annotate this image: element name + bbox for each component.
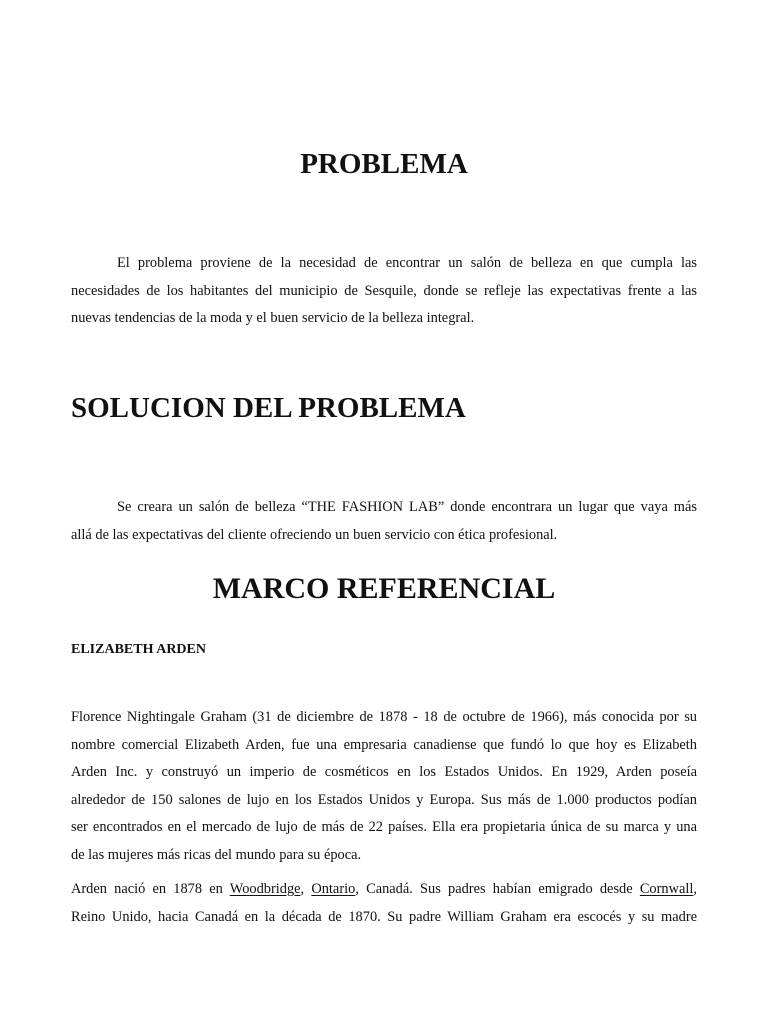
paragraph-line: nuevas tendencias de la moda y el buen servicio de la belleza integral. (71, 310, 475, 326)
paragraph-line: necesidades de los habitantes del municipio de Sesquile, donde se refleje las expectativas frente a las (71, 282, 697, 299)
arden-paragraph-2 (71, 876, 697, 931)
paragraph-line: de las mujeres más ricas del mundo para su época. (71, 846, 362, 863)
text-run: , (693, 881, 697, 897)
link-cornwall[interactable]: Cornwall (639, 881, 694, 897)
subheading-elizabeth-arden: ELIZABETH ARDEN (71, 642, 206, 657)
link-woodbridge[interactable]: Woodbridge (229, 881, 301, 897)
paragraph-line: El problema proviene de la necesidad de encontrar un salón de belleza en que cumpla las (117, 255, 697, 271)
paragraph-line: nombre comercial Elizabeth Arden, fue una empresaria canadiense que fundó lo que hoy es Elizabeth (71, 736, 697, 753)
paragraph-line: alrededor de 150 salones de lujo en los Estados Unidos y Europa. Sus más de 1.000 productos podían (71, 791, 697, 808)
paragraph-line: Se creara un salón de belleza “THE FASHION LAB” donde encontrara un lugar que vaya más (117, 499, 697, 515)
heading-problema: PROBLEMA (300, 148, 468, 180)
paragraph-line: Arden Inc. y construyó un imperio de cosméticos en los Estados Unidos. En 1929, Arden poseía (71, 764, 697, 780)
heading-marco-referencial: MARCO REFERENCIAL (212, 572, 556, 605)
arden-paragraph-1 (71, 704, 697, 869)
paragraph-line (71, 876, 697, 904)
heading-solucion-del-problema: SOLUCION DEL PROBLEMA (71, 392, 466, 424)
text-run: Arden nació en 1878 en (71, 881, 230, 897)
link-ontario[interactable]: Ontario (311, 881, 356, 897)
problema-paragraph (71, 250, 697, 333)
text-run: , Canadá. Sus padres habían emigrado desde (355, 881, 640, 897)
paragraph-line: ser encontrados en el mercado de lujo de más de 22 países. Ella era propietaria única de su marca y una (71, 819, 697, 835)
paragraph-line: Florence Nightingale Graham (31 de diciembre de 1878 - 18 de octubre de 1966), más conocida por su (71, 709, 697, 725)
text-run: , (300, 881, 312, 897)
paragraph-line: allá de las expectativas del cliente ofreciendo un buen servicio con ética profesional. (71, 526, 558, 543)
paragraph-line: Reino Unido, hacia Canadá en la década de 1870. Su padre William Graham era escocés y su madre (71, 908, 697, 925)
solucion-paragraph (71, 494, 697, 549)
